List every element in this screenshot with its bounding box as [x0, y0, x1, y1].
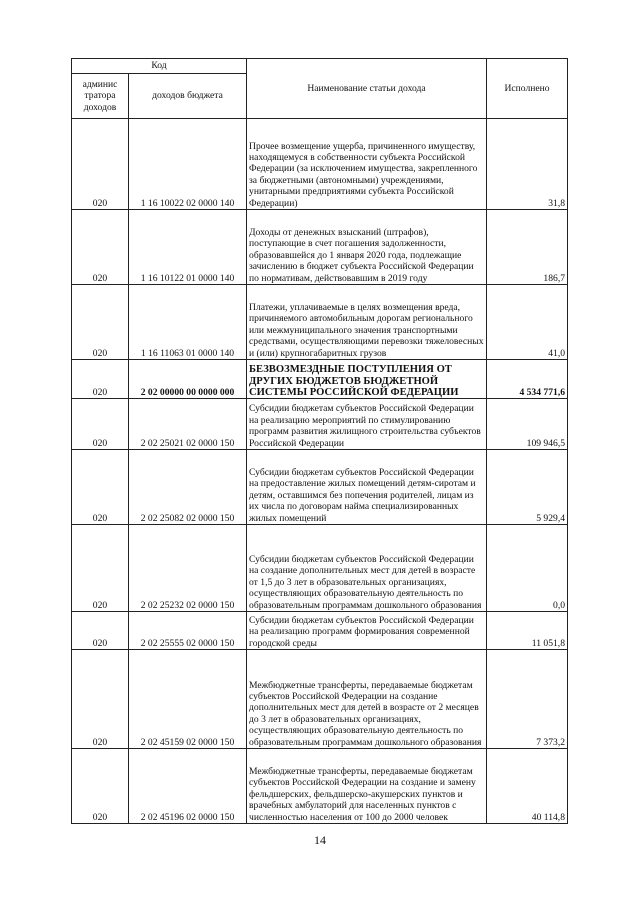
cell-name: БЕЗВОЗМЕЗДНЫЕ ПОСТУПЛЕНИЯ ОТ ДРУГИХ БЮДЖЕТОВ БЮДЖЕТНОЙ СИСТЕМЫ РОССИЙСКОЙ ФЕДЕРАЦИИ	[247, 360, 487, 399]
cell-value: 5 929,4	[487, 450, 568, 525]
table-row	[72, 119, 568, 210]
cell-value: 186,7	[487, 210, 568, 285]
cell-admin: 020	[72, 650, 129, 749]
page-number: 14	[314, 833, 326, 847]
table-row	[72, 210, 568, 285]
header-revenue-code: доходов бюджета	[129, 74, 247, 119]
cell-value: 11 051,8	[487, 612, 568, 650]
cell-value: 4 534 771,6	[487, 360, 568, 399]
cell-code: 2 02 00000 00 0000 000	[129, 360, 247, 399]
cell-admin: 020	[72, 210, 129, 285]
table-row	[72, 650, 568, 749]
cell-admin: 020	[72, 360, 129, 399]
header-value: Исполнено	[487, 59, 568, 119]
header-name: Наименование статьи дохода	[247, 59, 487, 119]
table-body	[72, 119, 568, 824]
cell-admin: 020	[72, 285, 129, 360]
cell-name: Субсидии бюджетам субъектов Российской Федерации на реализацию мероприятий по стимулированию программ развития жилищного строительства субъектов Российской Федерации	[247, 399, 487, 450]
table-row	[72, 612, 568, 650]
cell-name: Межбюджетные трансферты, передаваемые бюджетам субъектов Российской Федерации на создание дополнительных мест для детей в возрасте от 2 месяцев до 3 лет в образовательных организациях, осуществляющих образовательную деятельность по образовательным программам дошкольного образования	[247, 650, 487, 749]
cell-name: Субсидии бюджетам субъектов Российской Федерации на предоставление жилых помещений детям-сиротам и детям, оставшимся без попечения родителей, лицам из их числа по договорам найма специализированных жилых помещений	[247, 450, 487, 525]
cell-code: 1 16 11063 01 0000 140	[129, 285, 247, 360]
table-row	[72, 450, 568, 525]
cell-name: Платежи, уплачиваемые в целях возмещения вреда, причиняемого автомобильным дорогам регионального или межмуниципального значения транспортными средствами, осуществляющими перевозки тяжеловесных и (или) крупногабаритных грузов	[247, 285, 487, 360]
header-admin: админис тратора доходов	[72, 74, 129, 119]
cell-admin: 020	[72, 749, 129, 824]
cell-name: Доходы от денежных взысканий (штрафов), поступающие в счет погашения задолженности, образовавшейся до 1 января 2020 года, подлежащие зачислению в бюджет субъекта Российской Федерации по нормативам, действовавшим в 2019 году	[247, 210, 487, 285]
cell-code: 2 02 25082 02 0000 150	[129, 450, 247, 525]
cell-name: Субсидии бюджетам субъектов Российской Федерации на создание дополнительных мест для детей в возрасте от 1,5 до 3 лет в образовательных организациях, осуществляющих образовательную деятельность по образовательным программам дошкольного образования	[247, 525, 487, 612]
cell-value: 40 114,8	[487, 749, 568, 824]
cell-value: 109 946,5	[487, 399, 568, 450]
cell-admin: 020	[72, 399, 129, 450]
cell-admin: 020	[72, 450, 129, 525]
cell-value: 31,8	[487, 119, 568, 210]
cell-admin: 020	[72, 525, 129, 612]
cell-code: 1 16 10122 01 0000 140	[129, 210, 247, 285]
cell-code: 2 02 45196 02 0000 150	[129, 749, 247, 824]
table-row	[72, 285, 568, 360]
header-code-group: Код	[72, 59, 247, 74]
table-row	[72, 399, 568, 450]
cell-name: Прочее возмещение ущерба, причиненного имуществу, находящемуся в собственности субъекта Российской Федерации (за исключением имущества, закрепленного за бюджетными (автономными) учреждениями, унитарными предприятиями субъекта Российской Федерации)	[247, 119, 487, 210]
table-row-section	[72, 360, 568, 399]
table-row	[72, 749, 568, 824]
cell-admin: 020	[72, 119, 129, 210]
cell-value: 0,0	[487, 525, 568, 612]
cell-admin: 020	[72, 612, 129, 650]
table-row	[72, 525, 568, 612]
cell-code: 2 02 25232 02 0000 150	[129, 525, 247, 612]
cell-value: 41,0	[487, 285, 568, 360]
cell-code: 2 02 25021 02 0000 150	[129, 399, 247, 450]
cell-code: 2 02 25555 02 0000 150	[129, 612, 247, 650]
cell-code: 2 02 45159 02 0000 150	[129, 650, 247, 749]
revenue-table	[71, 58, 568, 824]
cell-name: Межбюджетные трансферты, передаваемые бюджетам субъектов Российской Федерации на создание и замену фельдшерских, фельдшерско-акушерских пунктов и врачебных амбулаторий для населенных пунктов с численностью населения от 100 до 2000 человек	[247, 749, 487, 824]
cell-name: Субсидии бюджетам субъектов Российской Федерации на реализацию программ формирования современной городской среды	[247, 612, 487, 650]
cell-code: 1 16 10022 02 0000 140	[129, 119, 247, 210]
cell-value: 7 373,2	[487, 650, 568, 749]
